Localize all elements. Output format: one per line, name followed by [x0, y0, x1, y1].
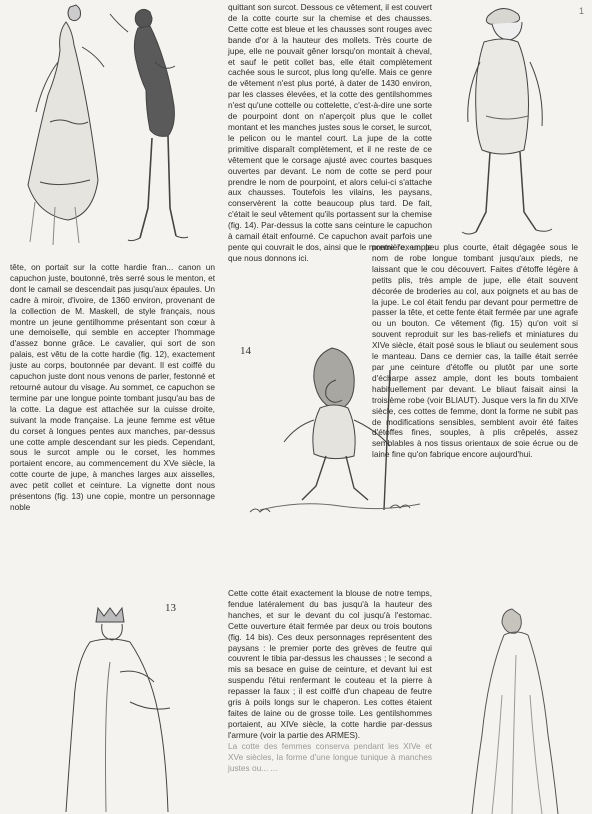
column-middle-top [228, 2, 432, 264]
column-middle-top-text: quittant son surcot. Dessous ce vêtement, il est couvert de la cotte courte sur la chemise et des chausses. Cette cotte est bleue et les chausses sont rouges avec bande d'or à la hauteur des mollets. Très courte de jupe, elle ne pouvait gêner lorsqu'on montait à cheval, et sauf le petit collet bas, elle était complètement cachée sous le surcot, plus long qu'elle. Mais ce genre de vêtement n'est plus porté, à dater de 1430 environ, par les classes élevées, et la cotte des gentilshommes n'est qu'une cottelle ou cottelette, c'est-à-dire une sorte de pourpoint dont on n'aperçoit plus que le collet montant et les manches justes sous le corset, le surcot, le pelicon ou le mantel court. La jupe de la cotte primitive disparaît complètement, et il ne reste de ce vêtement que le corsage ajusté avec courtes basques ouvertes par devant. Le nom de cotte se perd pour prendre le nom de pourpoint, et alors celui-ci s'attache aux chausses. Toutefois les vilains, les paysans, conservèrent la cotte beaucoup plus tard. De fait, c'était le seul vêtement qu'ils portassent sur la chemise (fig. 14). Par-dessus la cotte sans ceinture le capuchon à camail était enfourné. Ce capuchon avait parfois une pente qui couvrait le dos, ainsi que le montre l'exemple que nous donnons ici. [228, 2, 432, 263]
figure-14-label: 14 [240, 345, 251, 357]
column-left [10, 262, 215, 513]
page-number: 1 [578, 6, 584, 16]
column-middle-bottom-text: Cette cotte était exactement la blouse de notre temps, fendue latéralement du bas jusqu'à la hauteur des hanches, et sur le devant du col jusqu'à l'estomac. Cette ouverture était fermée par deux ou trois boutons (fig. 14 bis). Ces deux personnages représentent des paysans : le premier porte des grèves de feutre qui couvrent le tibia par-dessus les chausses ; le second a mis sa besace en guise de ceinture, et devant lui est suspendu l'étui renfermant le couteau et la pierre à repasser la faux ; il est coiffé d'un chapeau de feutre gris à poils longs sur le chaperon. Les cottes étaient faites de laine ou de grosse toile. Les gentilshommes portaient, au XIVe siècle, la cotte hardie par-dessus l'armure (voir la partie des ARMES). [228, 588, 432, 740]
column-middle-faded-text: La cotte des femmes conserva pendant les XIVe et XVe siècles, la forme d'une longue tunique à manches justes ou... ... [228, 740, 432, 773]
column-left-text: tête, on portait sur la cotte hardie fran... canon un capuchon juste, boutonné, très serré sous le menton, et dont le camail se descendait pas jusqu'aux épaules. Un cadre à miroir, d'ivoire, de 1360 environ, provenant de la collection de M. Maskell, de style français, nous montre un jeune gentilhomme présentant son cœur à une demoiselle, qui semble en accepter l'hommage d'assez bonne grâce. Le cavalier, qui sort de son palais, est vêtu de la cotte hardie (fig. 12), exactement juste au corps, boutonnée par devant. Il est coiffé du capuchon juste dont nous venons de parler, festonné et retourné autour du visage. Au sommet, ce capuchon se termine par une longue pointe tombant jusqu'au bas de la cotte. La dague est attachée sur la cuisse droite, suivant la mode française. La jeune femme est vêtue du corset à longues pentes aux manches, par-dessus une cotte ample descendant sur les pieds. Cependant, sous le surcot ample ou le corset, les hommes portaient encore, au commencement du XVe siècle, la cotte courte de jupe, à manches larges aux aisselles, avec petit collet et ceinture. La vignette dont nous présentons (fig. 13) une copie, montre un personnage noble [10, 262, 215, 512]
figure-13-noble [60, 602, 210, 814]
figure-14bis-peasant [440, 2, 570, 247]
figure-13-label: 13 [165, 602, 176, 614]
column-right-text: première, un peu plus courte, était dégagée sous le nom de robe longue tombant jusqu'aux pieds, ne laissant que le cou découvert. Faites d'étoffe légère à petits plis, très ample de jupe, elle était souvent décorée de broderies au col, aux poignets et au bas de la jupe. Le col était fendu par devant pour permettre de passer la tête, et cette fente était fermée par une agrafe ou un bouton. Ce vêtement (fig. 15) qu'on voit si souvent reproduit sur les bas-reliefs et miniatures du XIVe siècle, était posé sous le bliaut ou seulement sous le manteau. Dans ce dernier cas, la taille était serrée par une ceinture d'étoffe ou plutôt par une sorte d'écharpe assez ample, dont les bouts tombaient habituellement par devant. Le bliaut faisait ainsi la troisième robe (voir BLIAUT). Jusque vers la fin du XIVe siècle, ces cottes de femme, dont la forme ne subit pas de modifications sensibles, semblent avoir été faites d'étoffes fines, souples, à plis crêpelés, assez semblables à nos tissus orientaux de soie écrue ou de laine fine qu'on fabrique encore aujourd'hui. [372, 242, 578, 460]
column-right [372, 242, 578, 460]
figure-12-couple [10, 2, 215, 250]
figure-15-woman [462, 605, 572, 814]
column-middle-bottom [228, 588, 432, 773]
